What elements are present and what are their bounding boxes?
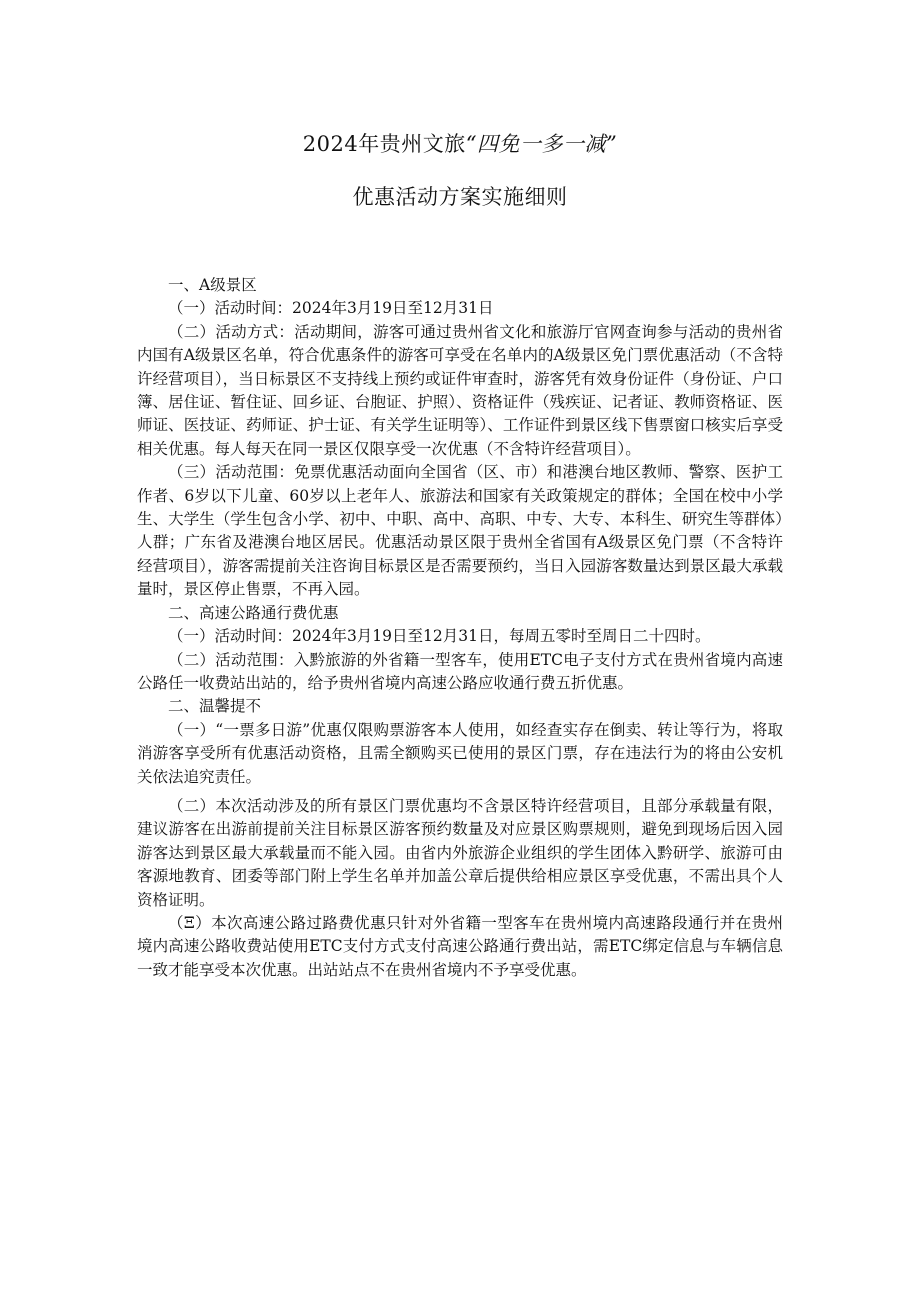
document-title-line1: [0, 128, 920, 158]
paragraph-tip-2: （二）本次活动涉及的所有景区门票优惠均不含景区特许经营项目，且部分承载量有限，建议游客在出游前提前关注目标景区游客预约数量及对应景区购票规则，避免到现场后因入园游客达到景区最大承载量而不能入园。由省内外旅游企业组织的学生团体入黔研学、旅游可由客源地教育、团委等部门附上学生名单并加盖公章后提供给相应景区享受优惠，不需出具个人资格证明。: [137, 796, 783, 909]
section-heading-highway-toll: 二、高速公路通行费优惠: [168, 603, 339, 622]
paragraph-highway-time: （一）活动时间：2024年3月19日至12月31日，每周五零时至周日二十四时。: [168, 627, 711, 646]
paragraph-tip-3: （Ξ）本次高速公路过路费优惠只针对外省籍一型客车在贵州境内高速路段通行并在贵州境内高速公路收费站使用ETC支付方式支付高速公路通行费出站，需ETC绑定信息与车辆信息一致才能享受本次优惠。出站站点不在贵州省境内不予享受优惠。: [137, 913, 783, 979]
paragraph-activity-time: （一）活动时间：2024年3月19日至12月31日: [168, 299, 494, 318]
paragraph-activity-scope: （三）活动范围：免票优惠活动面向全国省（区、市）和港澳台地区教师、警察、医护工作者、6岁以下儿童、60岁以上老年人、旅游法和国家有关政策规定的群体；全国在校中小学生、大学生（学生包含小学、初中、中职、高中、高职、中专、大专、本科生、研究生等群体）人群；广东省及港澳台地区居民。优惠活动景区限于贵州全省国有A级景区免门票（不含特许经营项目），游客需提前关注咨询目标景区是否需要预约，当日入园游客数量达到景区最大承载量时，景区停止售票，不再入园。: [137, 463, 783, 599]
paragraph-highway-scope: （二）活动范围：入黔旅游的外省籍一型客车，使用ETC电子支付方式在贵州省境内高速公路任一收费站出站的，给予贵州省境内高速公路应收通行费五折优惠。: [137, 650, 783, 692]
document-body: [137, 274, 783, 982]
paragraph-tip-1: （一）“一票多日游”优惠仅限购票游客本人使用，如经查实存在倒卖、转让等行为，将取消游客享受所有优惠活动资格，且需全额购买已使用的景区门票，存在违法行为的将由公安机关依法追究责任。: [137, 720, 783, 786]
paragraph-activity-method: （二）活动方式：活动期间，游客可通过贵州省文化和旅游厅官网查询参与活动的贵州省内国有A级景区名单，符合优惠条件的游客可享受在名单内的A级景区免门票优惠活动（不含特许经营项目），当日标景区不支持线上预约或证件审查时，游客凭有效身份证件（身份证、户口簿、居住证、暂住证、回乡证、台胞证、护照）、资格证件（残疾证、记者证、教师资格证、医师证、医技证、药师证、护士证、有关学生证明等）、工作证件到景区线下售票窗口核实后享受相关优惠。每人每天在同一景区仅限享受一次优惠（不含特许经营项目）。: [137, 322, 783, 458]
section-heading-tips: 二、温馨提不: [168, 697, 262, 716]
title-quote: “四免一多一减”: [465, 132, 618, 156]
document-title-line2: 优惠活动方案实施细则: [352, 185, 568, 209]
title-prefix: 2024年贵州文旅: [302, 132, 466, 156]
section-heading-a-level-scenic: 一、A级景区: [168, 276, 257, 294]
